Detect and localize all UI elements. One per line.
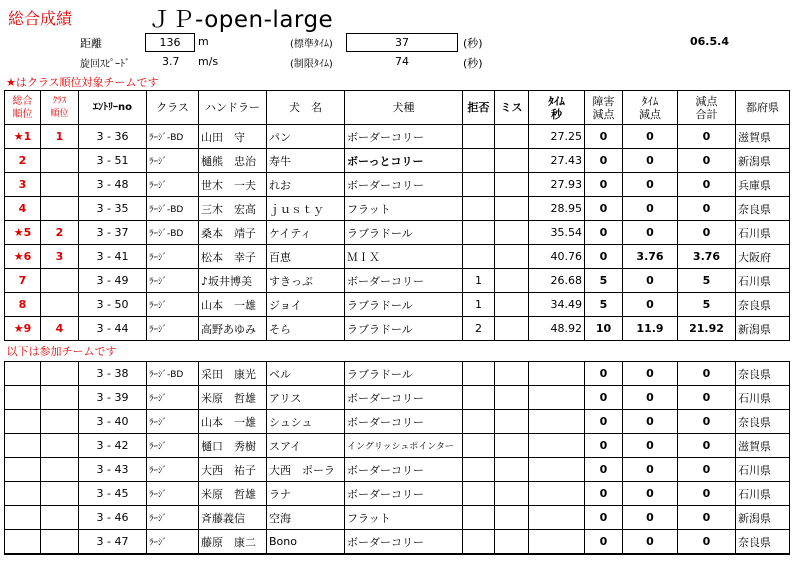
obstacle-penalty-cell: 5 — [585, 293, 623, 317]
prefecture-cell: 石川県 — [736, 482, 790, 506]
prefecture-cell: 石川県 — [736, 221, 790, 245]
speed-unit: m/s — [198, 55, 219, 68]
handler-cell: 樋口 秀樹 — [199, 434, 267, 458]
obstacle-penalty-cell: 0 — [585, 125, 623, 149]
entry-no-cell: 3 - 50 — [79, 293, 147, 317]
time-penalty-cell: 0 — [623, 530, 678, 555]
entry-no-cell: 3 - 49 — [79, 269, 147, 293]
obstacle-penalty-cell: 0 — [585, 386, 623, 410]
page-title: 総合成績 — [8, 9, 73, 28]
entry-no-cell: 3 - 43 — [79, 458, 147, 482]
refusal-cell: 1 — [463, 293, 495, 317]
col-overall-rank: 総合 順位 — [5, 91, 41, 125]
class-rank-cell — [41, 410, 79, 434]
time-cell — [529, 506, 585, 530]
handler-cell: 山本 一雄 — [199, 410, 267, 434]
time-cell: 28.95 — [529, 197, 585, 221]
time-penalty-cell: 0 — [623, 410, 678, 434]
breed-cell: フラット — [345, 197, 463, 221]
handler-cell: 藤原 康二 — [199, 530, 267, 555]
total-penalty-cell: 3.76 — [678, 245, 736, 269]
prefecture-cell: 新潟県 — [736, 149, 790, 173]
class-rank-cell — [41, 293, 79, 317]
col-dog-name: 犬 名 — [267, 91, 345, 125]
time-penalty-cell: 0 — [623, 506, 678, 530]
obstacle-penalty-cell: 10 — [585, 317, 623, 341]
prefecture-cell: 大阪府 — [736, 245, 790, 269]
class-cell: ﾗｰｼﾞ — [147, 458, 199, 482]
class-rank-cell — [41, 530, 79, 555]
class-rank-cell — [41, 386, 79, 410]
time-penalty-cell: 0 — [623, 197, 678, 221]
miss-cell — [495, 362, 529, 386]
refusal-cell: 2 — [463, 317, 495, 341]
std-time-label: (標準ﾀｲﾑ) — [290, 39, 333, 50]
class-cell: ﾗｰｼﾞ — [147, 482, 199, 506]
col-time-penalty: ﾀｲﾑ 減点 — [623, 91, 678, 125]
class-rank-cell — [41, 506, 79, 530]
obstacle-penalty-cell: 0 — [585, 410, 623, 434]
refusal-cell — [463, 149, 495, 173]
entry-no-cell: 3 - 42 — [79, 434, 147, 458]
col-entry-no: ｴﾝﾄﾘｰno — [79, 91, 147, 125]
time-penalty-cell: 11.9 — [623, 317, 678, 341]
handler-cell: 斉藤義信 — [199, 506, 267, 530]
breed-cell: フラット — [345, 506, 463, 530]
entry-no-cell: 3 - 46 — [79, 506, 147, 530]
participant-note-row — [5, 341, 790, 362]
time-penalty-cell: 0 — [623, 386, 678, 410]
class-cell: ﾗｰｼﾞ — [147, 269, 199, 293]
prefecture-cell: 奈良県 — [736, 293, 790, 317]
time-penalty-cell: 0 — [623, 293, 678, 317]
class-cell: ﾗｰｼﾞ — [147, 245, 199, 269]
class-rank-cell: 1 — [41, 125, 79, 149]
prefecture-cell: 奈良県 — [736, 410, 790, 434]
dog-name-cell: ベル — [267, 362, 345, 386]
total-penalty-cell: 21.92 — [678, 317, 736, 341]
entry-no-cell: 3 - 51 — [79, 149, 147, 173]
obstacle-penalty-cell: 0 — [585, 197, 623, 221]
time-cell: 27.93 — [529, 173, 585, 197]
obstacle-penalty-cell: 0 — [585, 458, 623, 482]
results-table — [4, 90, 789, 555]
obstacle-penalty-cell: 0 — [585, 149, 623, 173]
miss-cell — [495, 197, 529, 221]
table-row — [5, 197, 790, 221]
miss-cell — [495, 149, 529, 173]
refusal-cell — [463, 530, 495, 555]
time-cell: 35.54 — [529, 221, 585, 245]
miss-cell — [495, 173, 529, 197]
time-penalty-cell: 0 — [623, 221, 678, 245]
time-cell — [529, 530, 585, 555]
class-cell: ﾗｰｼﾞ — [147, 434, 199, 458]
col-class: クラス — [147, 91, 199, 125]
table-row — [5, 434, 790, 458]
breed-cell: ラブラドール — [345, 293, 463, 317]
breed-cell: ボーダーコリー — [345, 386, 463, 410]
refusal-cell — [463, 125, 495, 149]
entry-no-cell: 3 - 37 — [79, 221, 147, 245]
time-penalty-cell: 0 — [623, 269, 678, 293]
table-row — [5, 530, 790, 555]
obstacle-penalty-cell: 5 — [585, 269, 623, 293]
overall-rank-cell: 3 — [5, 173, 41, 197]
handler-cell: 大西 祐子 — [199, 458, 267, 482]
handler-cell: 山田 守 — [199, 125, 267, 149]
class-cell: ﾗｰｼﾞ — [147, 149, 199, 173]
overall-rank-cell — [5, 530, 41, 555]
total-penalty-cell: 0 — [678, 362, 736, 386]
total-penalty-cell: 0 — [678, 149, 736, 173]
time-penalty-cell: 0 — [623, 173, 678, 197]
table-row — [5, 386, 790, 410]
max-time-unit: (秒) — [463, 57, 483, 70]
dog-name-cell: 空海 — [267, 506, 345, 530]
miss-cell — [495, 530, 529, 555]
table-row — [5, 221, 790, 245]
breed-cell: ラブラドール — [345, 317, 463, 341]
refusal-cell — [463, 482, 495, 506]
prefecture-cell: 石川県 — [736, 458, 790, 482]
col-handler: ハンドラー — [199, 91, 267, 125]
handler-cell: ♪坂井博美 — [199, 269, 267, 293]
refusal-cell — [463, 362, 495, 386]
overall-rank-cell — [5, 482, 41, 506]
overall-rank-cell: ★5 — [5, 221, 41, 245]
std-time-value: 37 — [346, 33, 458, 52]
breed-cell: ボーダーコリー — [345, 482, 463, 506]
handler-cell: 米原 哲雄 — [199, 386, 267, 410]
class-cell: ﾗｰｼﾞ — [147, 530, 199, 555]
time-penalty-cell: 0 — [623, 434, 678, 458]
col-time: ﾀｲﾑ 秒 — [529, 91, 585, 125]
class-rank-cell: 4 — [41, 317, 79, 341]
breed-cell: ＭＩＸ — [345, 245, 463, 269]
time-penalty-cell: 0 — [623, 149, 678, 173]
overall-rank-cell: ★1 — [5, 125, 41, 149]
breed-cell: ボーっとコリー — [345, 149, 463, 173]
class-rank-cell — [41, 173, 79, 197]
handler-cell: 桑本 靖子 — [199, 221, 267, 245]
time-cell: 34.49 — [529, 293, 585, 317]
time-penalty-cell: 3.76 — [623, 245, 678, 269]
prefecture-cell: 新潟県 — [736, 317, 790, 341]
entry-no-cell: 3 - 35 — [79, 197, 147, 221]
refusal-cell — [463, 458, 495, 482]
class-cell: ﾗｰｼﾞ — [147, 386, 199, 410]
entry-no-cell: 3 - 40 — [79, 410, 147, 434]
miss-cell — [495, 293, 529, 317]
dog-name-cell: ジョイ — [267, 293, 345, 317]
total-penalty-cell: 0 — [678, 506, 736, 530]
overall-rank-cell: 4 — [5, 197, 41, 221]
class-cell: ﾗｰｼﾞ — [147, 506, 199, 530]
total-penalty-cell: 0 — [678, 482, 736, 506]
class-rank-cell — [41, 269, 79, 293]
prefecture-cell: 滋賀県 — [736, 125, 790, 149]
refusal-cell — [463, 434, 495, 458]
breed-cell: ボーダーコリー — [345, 269, 463, 293]
miss-cell — [495, 434, 529, 458]
col-total-penalty: 減点 合計 — [678, 91, 736, 125]
class-cell: ﾗｰｼﾞ — [147, 293, 199, 317]
overall-rank-cell — [5, 434, 41, 458]
refusal-cell — [463, 221, 495, 245]
table-row — [5, 125, 790, 149]
class-cell: ﾗｰｼﾞ — [147, 173, 199, 197]
class-rank-cell — [41, 482, 79, 506]
table-row — [5, 245, 790, 269]
col-prefecture: 都府県 — [736, 91, 790, 125]
time-cell: 40.76 — [529, 245, 585, 269]
class-rank-cell: 3 — [41, 245, 79, 269]
class-rank-cell — [41, 458, 79, 482]
breed-cell: ラブラドール — [345, 221, 463, 245]
miss-cell — [495, 269, 529, 293]
total-penalty-cell: 0 — [678, 125, 736, 149]
time-cell: 27.25 — [529, 125, 585, 149]
obstacle-penalty-cell: 0 — [585, 506, 623, 530]
handler-cell: 樋熊 忠治 — [199, 149, 267, 173]
handler-cell: 山本 一雄 — [199, 293, 267, 317]
total-penalty-cell: 0 — [678, 458, 736, 482]
total-penalty-cell: 0 — [678, 410, 736, 434]
overall-rank-cell: 2 — [5, 149, 41, 173]
miss-cell — [495, 506, 529, 530]
overall-rank-cell — [5, 458, 41, 482]
prefecture-cell: 奈良県 — [736, 530, 790, 555]
prefecture-cell: 兵庫県 — [736, 173, 790, 197]
participant-note: 以下は参加チームです — [5, 341, 790, 362]
breed-cell: ボーダーコリー — [345, 458, 463, 482]
class-cell: ﾗｰｼﾞ-BD — [147, 197, 199, 221]
breed-cell: イングリッシュポインター — [345, 434, 463, 458]
class-cell: ﾗｰｼﾞ-BD — [147, 125, 199, 149]
col-obstacle-penalty: 障害 減点 — [585, 91, 623, 125]
handler-cell: 松本 幸子 — [199, 245, 267, 269]
class-cell: ﾗｰｼﾞ — [147, 410, 199, 434]
total-penalty-cell: 0 — [678, 173, 736, 197]
time-cell — [529, 362, 585, 386]
dog-name-cell: 寿牛 — [267, 149, 345, 173]
entry-no-cell: 3 - 38 — [79, 362, 147, 386]
obstacle-penalty-cell: 0 — [585, 221, 623, 245]
breed-cell: ラブラドール — [345, 362, 463, 386]
total-penalty-cell: 0 — [678, 530, 736, 555]
class-rank-cell — [41, 149, 79, 173]
prefecture-cell: 石川県 — [736, 386, 790, 410]
handler-cell: 采田 康光 — [199, 362, 267, 386]
overall-rank-cell — [5, 362, 41, 386]
table-row — [5, 506, 790, 530]
total-penalty-cell: 5 — [678, 269, 736, 293]
time-cell: 26.68 — [529, 269, 585, 293]
refusal-cell — [463, 245, 495, 269]
max-time-label: (制限ﾀｲﾑ) — [290, 59, 333, 70]
date: 06.5.4 — [690, 35, 729, 48]
total-penalty-cell: 0 — [678, 386, 736, 410]
table-row — [5, 173, 790, 197]
miss-cell — [495, 386, 529, 410]
dog-name-cell: ｊｕｓｔｙ — [267, 197, 345, 221]
time-cell — [529, 458, 585, 482]
overall-rank-cell: 8 — [5, 293, 41, 317]
handler-cell: 高野あゆみ — [199, 317, 267, 341]
dog-name-cell: そら — [267, 317, 345, 341]
table-row — [5, 149, 790, 173]
breed-cell: ボーダーコリー — [345, 410, 463, 434]
total-penalty-cell: 0 — [678, 434, 736, 458]
table-row — [5, 362, 790, 386]
prefecture-cell: 奈良県 — [736, 197, 790, 221]
miss-cell — [495, 410, 529, 434]
breed-cell: ボーダーコリー — [345, 530, 463, 555]
obstacle-penalty-cell: 0 — [585, 362, 623, 386]
dog-name-cell: Bono — [267, 530, 345, 555]
entry-no-cell: 3 - 47 — [79, 530, 147, 555]
time-penalty-cell: 0 — [623, 458, 678, 482]
total-penalty-cell: 0 — [678, 221, 736, 245]
dog-name-cell: シュシュ — [267, 410, 345, 434]
refusal-cell: 1 — [463, 269, 495, 293]
dog-name-cell: すきっぷ — [267, 269, 345, 293]
table-row — [5, 317, 790, 341]
miss-cell — [495, 482, 529, 506]
col-breed: 犬種 — [345, 91, 463, 125]
dog-name-cell: ケイティ — [267, 221, 345, 245]
obstacle-penalty-cell: 0 — [585, 173, 623, 197]
class-rank-cell: 2 — [41, 221, 79, 245]
obstacle-penalty-cell: 0 — [585, 530, 623, 555]
entry-no-cell: 3 - 48 — [79, 173, 147, 197]
time-cell — [529, 410, 585, 434]
entry-no-cell: 3 - 44 — [79, 317, 147, 341]
overall-rank-cell — [5, 410, 41, 434]
table-row — [5, 269, 790, 293]
overall-rank-cell: ★6 — [5, 245, 41, 269]
time-cell — [529, 386, 585, 410]
time-cell: 27.43 — [529, 149, 585, 173]
overall-rank-cell — [5, 506, 41, 530]
event-name: ＪＰ-open-large — [148, 7, 334, 33]
dog-name-cell: れお — [267, 173, 345, 197]
refusal-cell — [463, 197, 495, 221]
overall-rank-cell — [5, 386, 41, 410]
handler-cell: 世木 一夫 — [199, 173, 267, 197]
overall-rank-cell: ★9 — [5, 317, 41, 341]
table-row — [5, 458, 790, 482]
std-time-unit: (秒) — [463, 37, 483, 50]
miss-cell — [495, 125, 529, 149]
prefecture-cell: 石川県 — [736, 269, 790, 293]
breed-cell: ボーダーコリー — [345, 173, 463, 197]
entry-no-cell: 3 - 39 — [79, 386, 147, 410]
breed-cell: ボーダーコリー — [345, 125, 463, 149]
distance-value: 136 — [145, 33, 195, 52]
class-rank-cell — [41, 362, 79, 386]
time-cell — [529, 434, 585, 458]
col-miss: ミス — [495, 91, 529, 125]
prefecture-cell: 奈良県 — [736, 362, 790, 386]
refusal-cell — [463, 410, 495, 434]
distance-unit: m — [198, 35, 209, 48]
handler-cell: 米原 哲雄 — [199, 482, 267, 506]
time-penalty-cell: 0 — [623, 125, 678, 149]
time-cell: 48.92 — [529, 317, 585, 341]
max-time-value: 74 — [395, 55, 409, 68]
obstacle-penalty-cell: 0 — [585, 482, 623, 506]
entry-no-cell: 3 - 41 — [79, 245, 147, 269]
dog-name-cell: 大西 ポーラ — [267, 458, 345, 482]
class-cell: ﾗｰｼﾞ-BD — [147, 362, 199, 386]
refusal-cell — [463, 386, 495, 410]
class-rank-cell — [41, 197, 79, 221]
dog-name-cell: ラナ — [267, 482, 345, 506]
obstacle-penalty-cell: 0 — [585, 245, 623, 269]
speed-label: 旋回ｽﾋﾟｰﾄﾞ — [80, 59, 130, 70]
speed-value: 3.7 — [162, 55, 180, 68]
star-note: ★はクラス順位対象チームです — [6, 76, 159, 89]
table-row — [5, 482, 790, 506]
time-penalty-cell: 0 — [623, 482, 678, 506]
refusal-cell — [463, 173, 495, 197]
class-cell: ﾗｰｼﾞ-BD — [147, 221, 199, 245]
table-row — [5, 293, 790, 317]
class-cell: ﾗｰｼﾞ — [147, 317, 199, 341]
miss-cell — [495, 221, 529, 245]
col-refusal: 拒否 — [463, 91, 495, 125]
miss-cell — [495, 245, 529, 269]
class-rank-cell — [41, 434, 79, 458]
dog-name-cell: スアイ — [267, 434, 345, 458]
time-penalty-cell: 0 — [623, 362, 678, 386]
miss-cell — [495, 458, 529, 482]
entry-no-cell: 3 - 45 — [79, 482, 147, 506]
entry-no-cell: 3 - 36 — [79, 125, 147, 149]
table-row — [5, 410, 790, 434]
total-penalty-cell: 5 — [678, 293, 736, 317]
handler-cell: 三木 宏高 — [199, 197, 267, 221]
dog-name-cell: 百恵 — [267, 245, 345, 269]
refusal-cell — [463, 506, 495, 530]
prefecture-cell: 滋賀県 — [736, 434, 790, 458]
overall-rank-cell: 7 — [5, 269, 41, 293]
time-cell — [529, 482, 585, 506]
obstacle-penalty-cell: 0 — [585, 434, 623, 458]
total-penalty-cell: 0 — [678, 197, 736, 221]
prefecture-cell: 新潟県 — [736, 506, 790, 530]
col-class-rank: ｸﾗｽ 順位 — [41, 91, 79, 125]
miss-cell — [495, 317, 529, 341]
dog-name-cell: アリス — [267, 386, 345, 410]
header-row — [5, 91, 790, 125]
distance-label: 距離 — [80, 37, 102, 50]
dog-name-cell: パン — [267, 125, 345, 149]
